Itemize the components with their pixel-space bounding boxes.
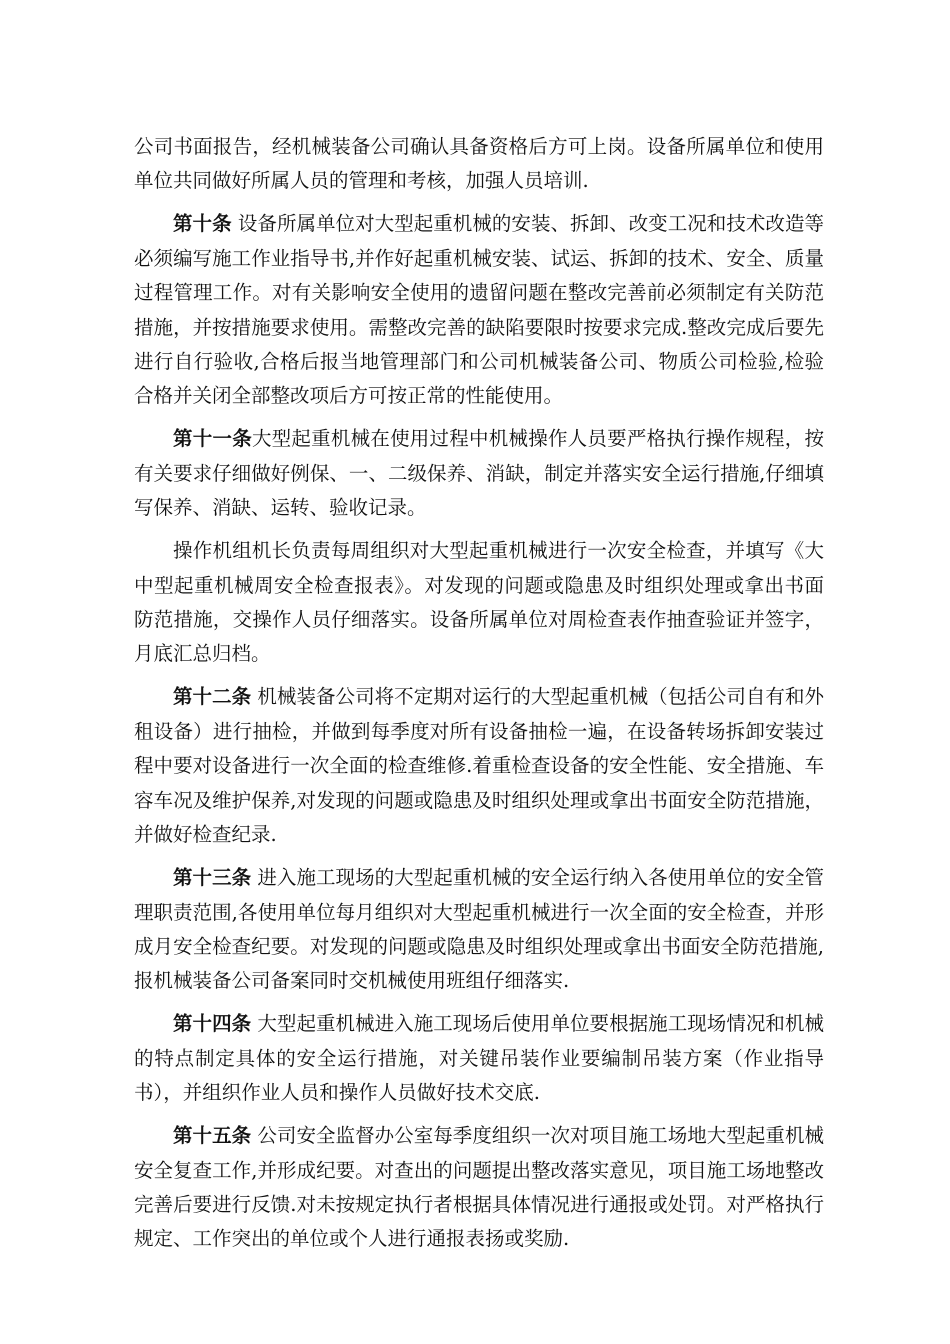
- paragraph-article-12: [134, 680, 824, 852]
- article-heading: 第十三条: [173, 866, 252, 890]
- paragraph-article-11-cont: [134, 534, 824, 672]
- paragraph-article-15: [134, 1119, 824, 1257]
- article-heading: 第十条: [173, 212, 232, 236]
- paragraph-text: 设备所属单位对大型起重机械的安装、拆卸、改变工况和技术改造等必须编写施工作业指导书,并作好起重机械安装、试运、拆卸的技术、安全、质量过程管理工作。对有关影响安全使用的遗留问题在整改完善前必须制定有关防范措施，并按措施要求使用。需整改完善的缺陷要限时按要求完成.整改完成后要先进行自行验收,合格后报当地管理部门和公司机械装备公司、物质公司检验,检验合格并关闭全部整改项后方可按正常的性能使用。: [134, 212, 824, 408]
- article-heading: 第十一条: [173, 427, 252, 451]
- paragraph-article-11: [134, 422, 824, 525]
- article-heading: 第十二条: [173, 685, 252, 709]
- paragraph-continuation: [134, 130, 824, 199]
- paragraph-article-14: [134, 1007, 824, 1110]
- paragraph-article-10: [134, 207, 824, 413]
- paragraph-text: 操作机组机长负责每周组织对大型起重机械进行一次安全检查，并填写《大中型起重机械周安全检查报表》。对发现的问题或隐患及时组织处理或拿出书面防范措施，交操作人员仔细落实。设备所属单位对周检查表作抽查验证并签字，月底汇总归档。: [134, 539, 824, 666]
- article-heading: 第十五条: [173, 1124, 252, 1148]
- paragraph-article-13: [134, 861, 824, 999]
- article-heading: 第十四条: [173, 1012, 252, 1036]
- paragraph-text: 进入施工现场的大型起重机械的安全运行纳入各使用单位的安全管理职责范围,各使用单位每月组织对大型起重机械进行一次全面的安全检查，并形成月安全检查纪要。对发现的问题或隐患及时组织处理或拿出书面安全防范措施,报机械装备公司备案同时交机械使用班组仔细落实.: [134, 866, 824, 993]
- paragraph-text: 机械装备公司将不定期对运行的大型起重机械（包括公司自有和外租设备）进行抽检，并做到每季度对所有设备抽检一遍，在设备转场拆卸安装过程中要对设备进行一次全面的检查维修.着重检查设备的安全性能、安全措施、车容车况及维护保养,对发现的问题或隐患及时组织处理或拿出书面安全防范措施，并做好检查纪录.: [134, 685, 824, 847]
- paragraph-text: 大型起重机械进入施工现场后使用单位要根据施工现场情况和机械的特点制定具体的安全运行措施，对关键吊装作业要编制吊装方案（作业指导书），并组织作业人员和操作人员做好技术交底.: [134, 1012, 824, 1105]
- paragraph-text: 公司安全监督办公室每季度组织一次对项目施工场地大型起重机械安全复查工作,并形成纪要。对查出的问题提出整改落实意见，项目施工场地整改完善后要进行反馈.对未按规定执行者根据具体情况进行通报或处罚。对严格执行规定、工作突出的单位或个人进行通报表扬或奖励.: [134, 1124, 824, 1251]
- paragraph-text: 公司书面报告，经机械装备公司确认具备资格后方可上岗。设备所属单位和使用单位共同做好所属人员的管理和考核，加强人员培训.: [134, 135, 824, 193]
- document-page: [134, 130, 824, 1265]
- paragraph-text: 大型起重机械在使用过程中机械操作人员要严格执行操作规程，按有关要求仔细做好例保、一、二级保养、消缺，制定并落实安全运行措施,仔细填写保养、消缺、运转、验收记录。: [134, 427, 824, 520]
